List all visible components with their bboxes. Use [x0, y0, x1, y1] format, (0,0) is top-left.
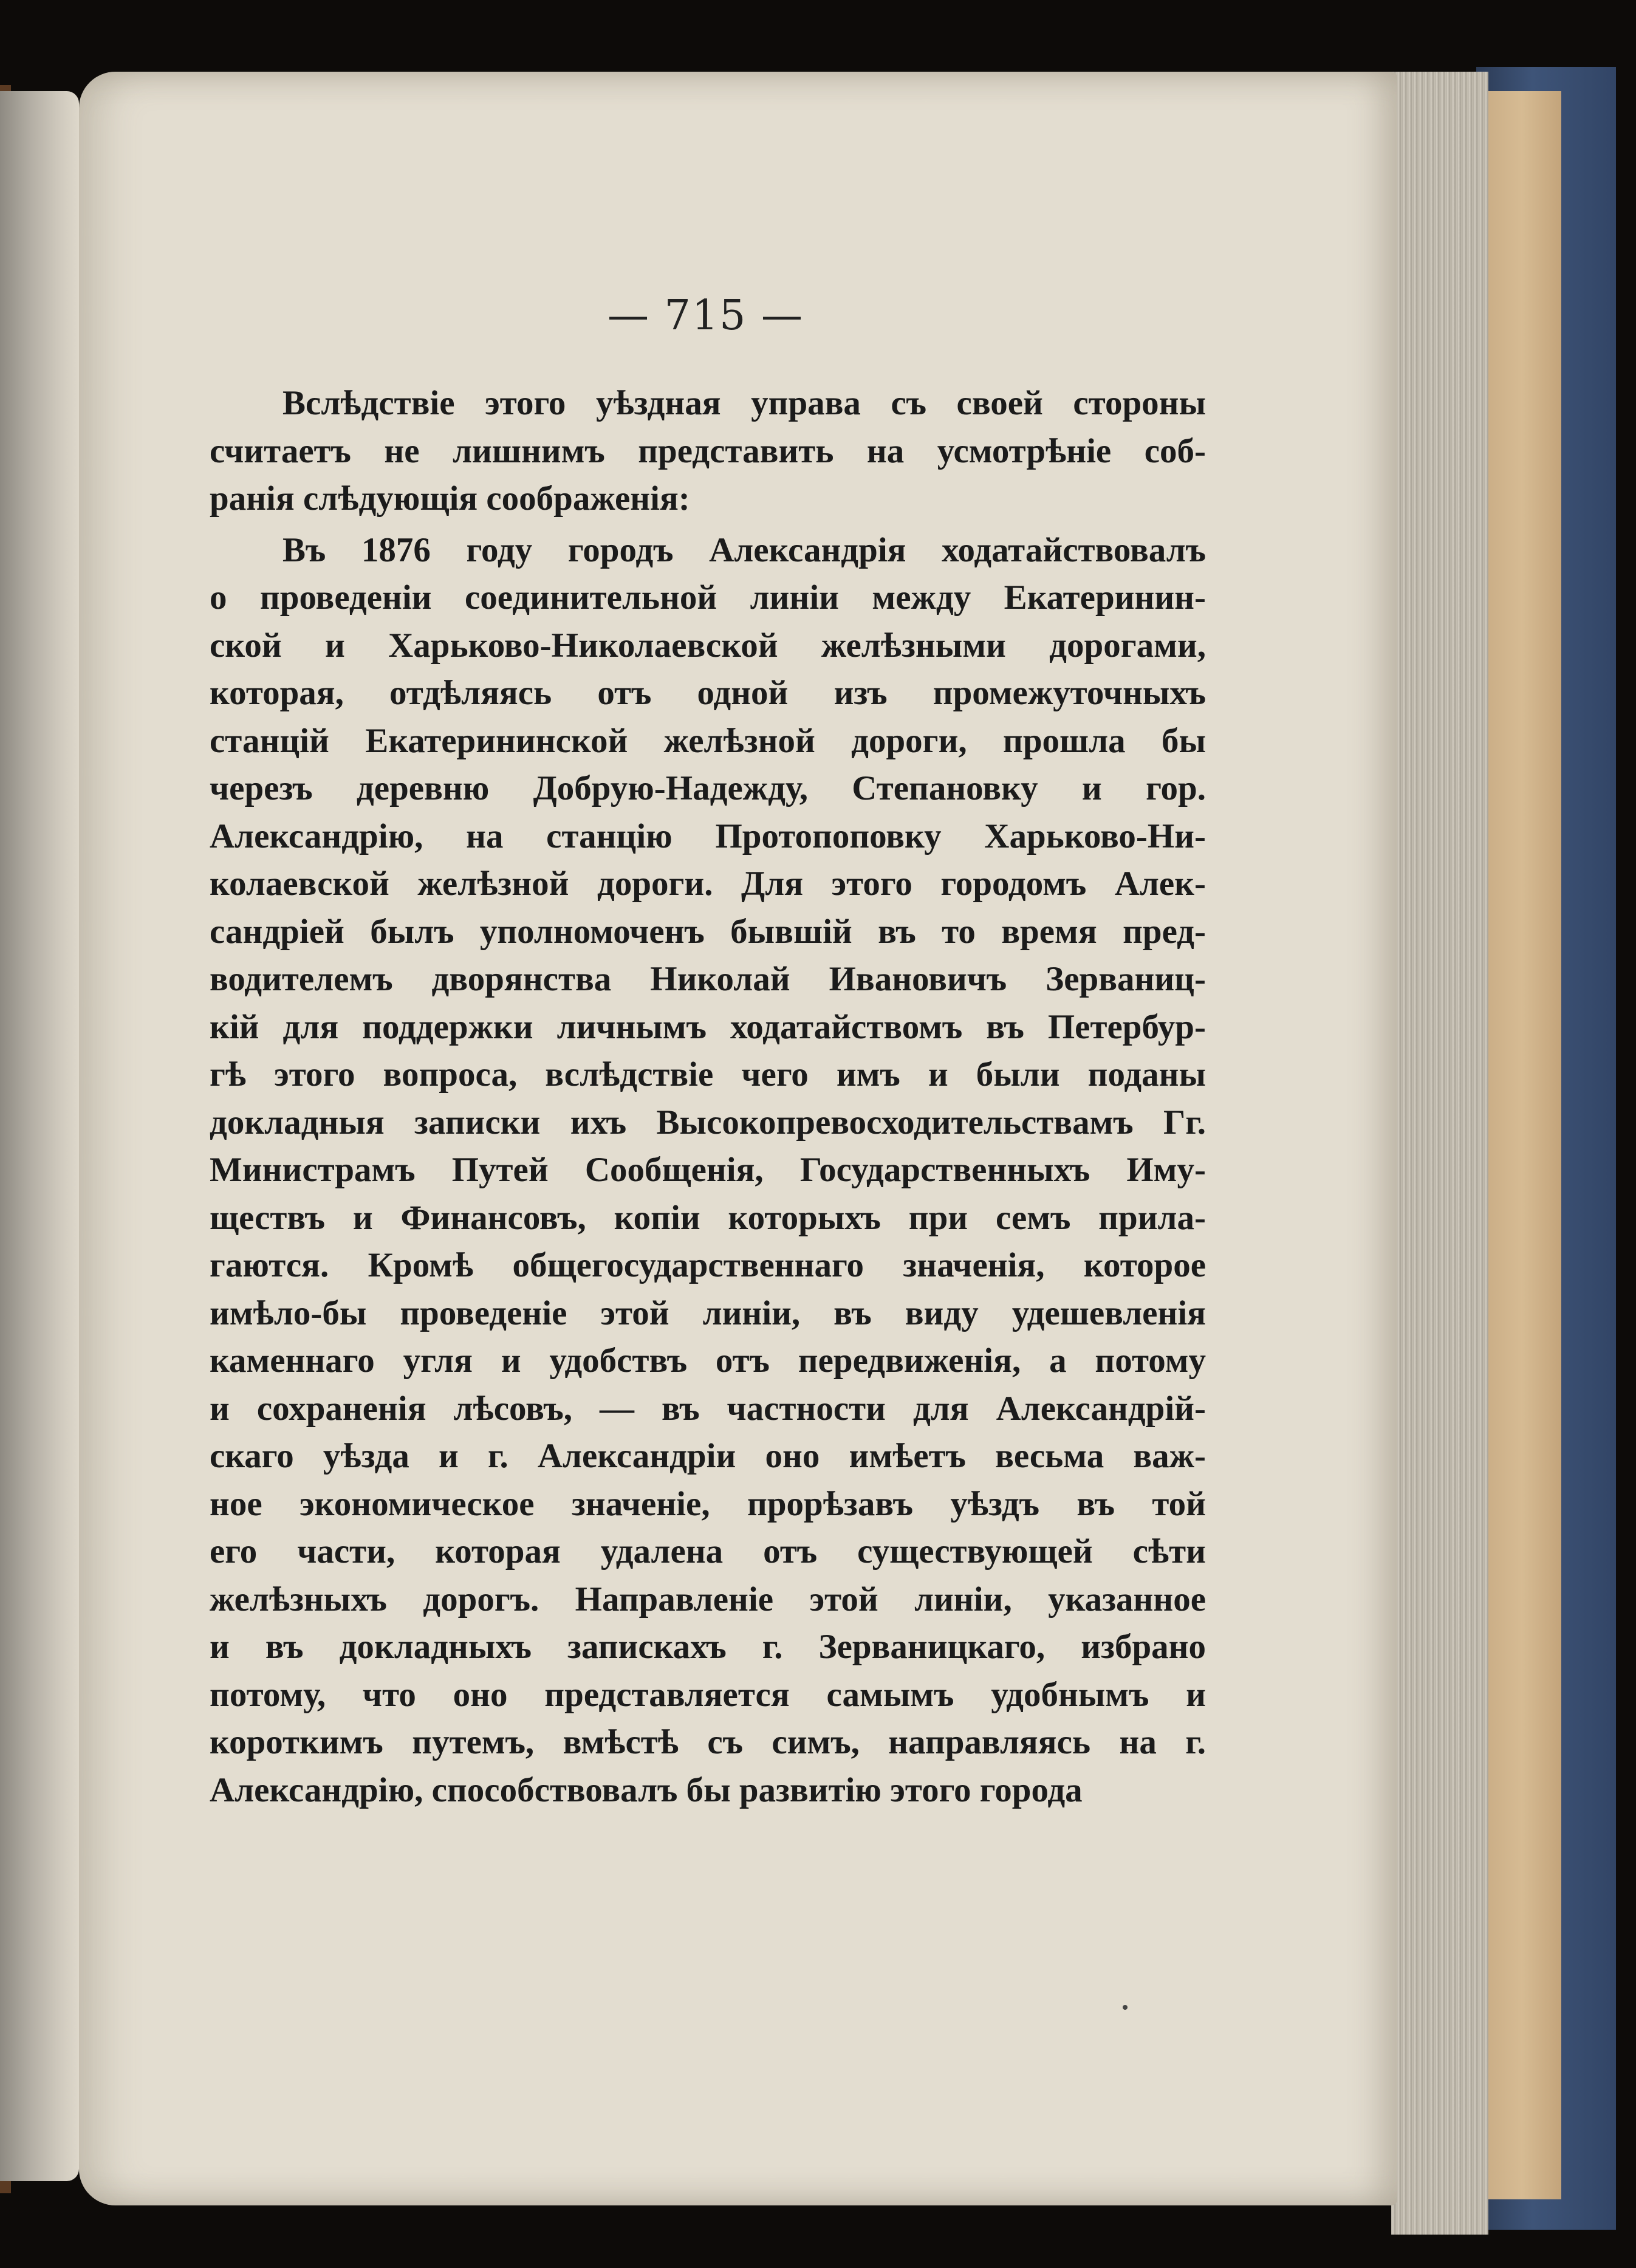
- page-number: — 715 —: [608, 292, 804, 340]
- text-line: кій для поддержки личнымъ ходатайствомъ въ Петербур-: [210, 1007, 1206, 1046]
- text-line: короткимъ путемъ, вмѣстѣ съ симъ, направляясь на г.: [210, 1723, 1206, 1761]
- page-stack-edge: [1391, 72, 1488, 2235]
- text-line: ное экономическое значеніе, прорѣзавъ уѣздъ въ той: [210, 1484, 1206, 1523]
- ink-speck: [1123, 2005, 1128, 2010]
- text-line: станцій Екатерининской желѣзной дороги, прошла бы: [210, 721, 1206, 760]
- text-line: и сохраненія лѣсовъ, — въ частности для Александрій-: [210, 1389, 1206, 1428]
- page-body-text: [210, 380, 1206, 1814]
- text-line: Александрію, на станцію Протопоповку Харьково-Ни-: [210, 817, 1206, 855]
- left-page-edge: [0, 91, 79, 2181]
- book-endpaper: [1482, 91, 1561, 2199]
- text-line: Вслѣдствіе этого уѣздная управа съ своей стороны: [282, 384, 1206, 422]
- text-line: черезъ деревню Добрую-Надежду, Степановку и гор.: [210, 769, 1206, 807]
- text-line: которая, отдѣляясь отъ одной изъ промежуточныхъ: [210, 674, 1206, 712]
- text-line: Въ 1876 году городъ Александрія ходатайствовалъ: [282, 530, 1206, 569]
- text-line: Министрамъ Путей Сообщенія, Государственныхъ Иму-: [210, 1151, 1206, 1189]
- text-line: водителемъ дворянства Николай Ивановичъ Зерваниц-: [210, 960, 1206, 998]
- text-line: ской и Харьково-Николаевской желѣзными дорогами,: [210, 626, 1206, 665]
- text-line: о проведеніи соединительной линіи между Екатеринин-: [210, 578, 1206, 617]
- text-line: скаго уѣзда и г. Александріи оно имѣетъ весьма важ-: [210, 1437, 1206, 1475]
- text-line: каменнаго угля и удобствъ отъ передвиженія, а потому: [210, 1341, 1206, 1380]
- text-line: и въ докладныхъ запискахъ г. Зерваницкаго, избрано: [210, 1628, 1206, 1666]
- text-line: сандріей былъ уполномоченъ бывшій въ то время пред-: [210, 912, 1206, 951]
- text-line: имѣло-бы проведеніе этой линіи, въ виду удешевленія: [210, 1293, 1206, 1332]
- text-line: гаются. Кромѣ общегосударственнаго значенія, которое: [210, 1246, 1206, 1284]
- text-line: считаетъ не лишнимъ представить на усмотрѣніе соб-: [210, 431, 1206, 470]
- text-line: потому, что оно представляется самымъ удобнымъ и: [210, 1675, 1206, 1714]
- text-line: ранія слѣдующія соображенія:: [210, 479, 690, 518]
- text-line: колаевской желѣзной дороги. Для этого городомъ Алек-: [210, 865, 1206, 903]
- text-line: ществъ и Финансовъ, копіи которыхъ при семъ прила-: [210, 1198, 1206, 1237]
- text-line: его части, которая удалена отъ существующей сѣти: [210, 1532, 1206, 1571]
- text-line: Александрію, способствовалъ бы развитію этого города: [210, 1770, 1083, 1809]
- text-line: желѣзныхъ дорогъ. Направленіе этой линіи, указанное: [210, 1580, 1206, 1619]
- text-line: докладныя записки ихъ Высокопревосходительствамъ Гг.: [210, 1103, 1206, 1142]
- text-line: гѣ этого вопроса, вслѣдствіе чего имъ и были поданы: [210, 1055, 1206, 1094]
